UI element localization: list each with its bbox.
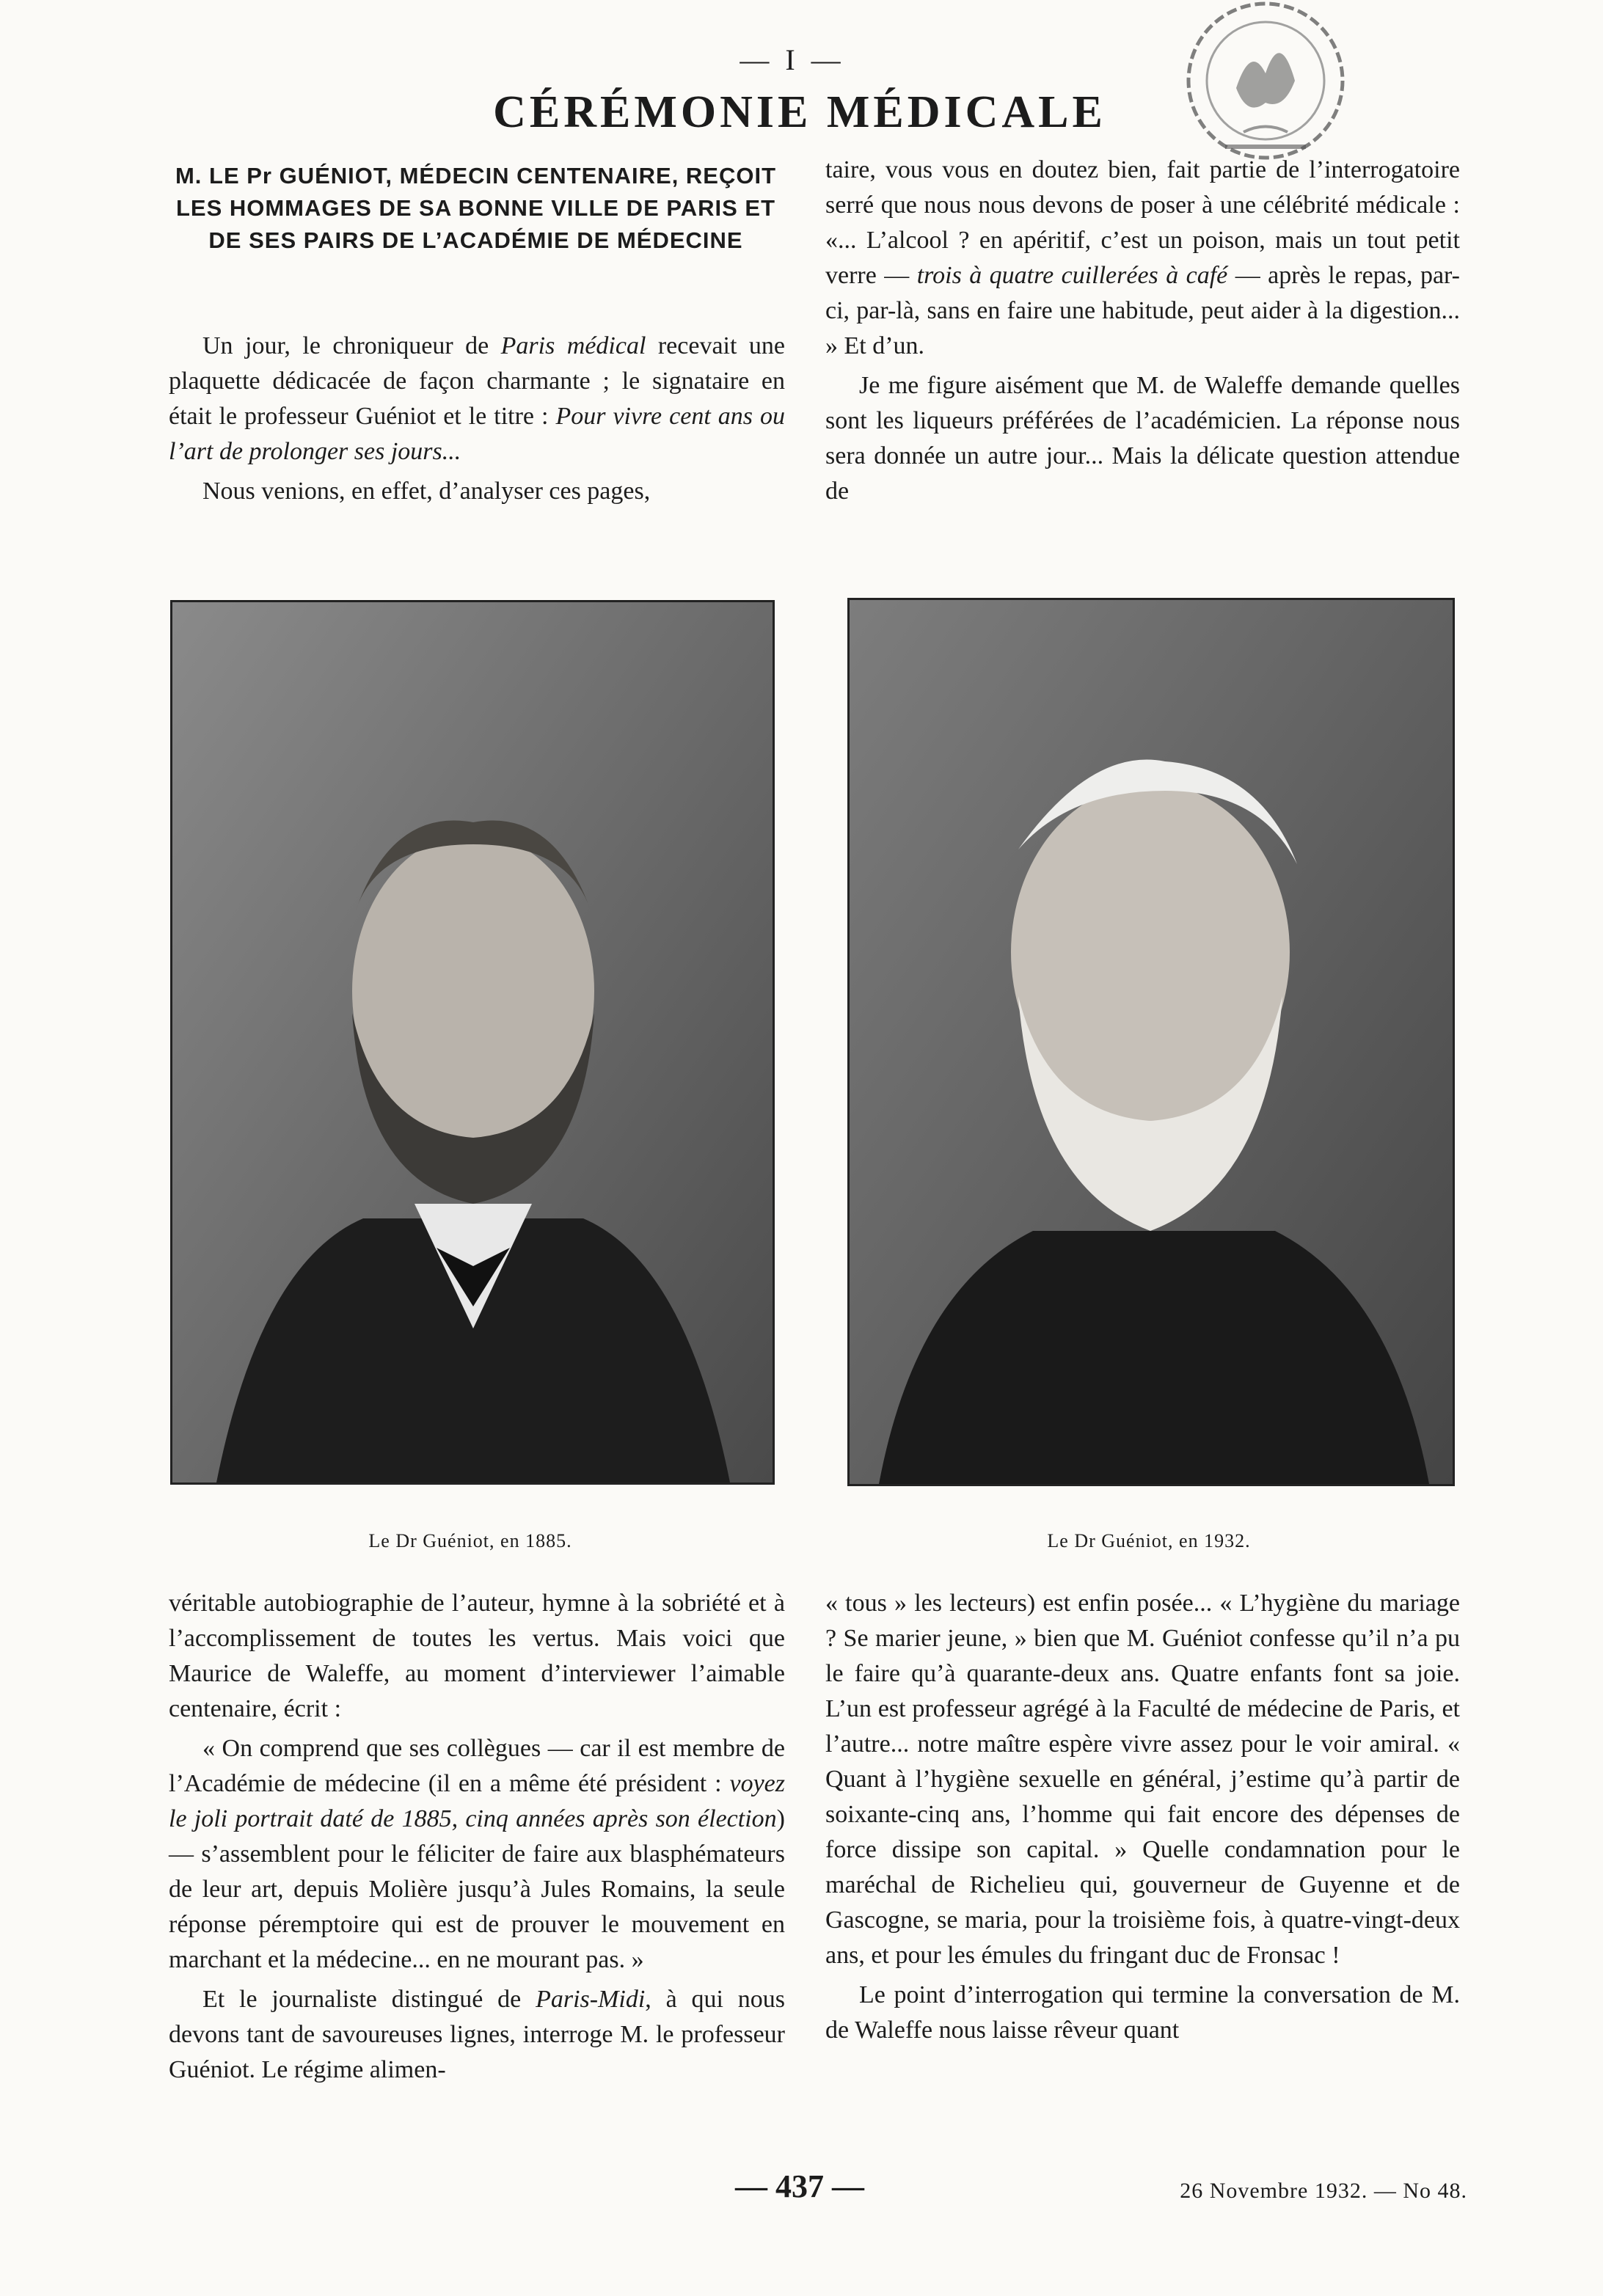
photo-caption-left: Le Dr Guéniot, en 1885. [368, 1530, 572, 1551]
portrait-image [850, 600, 1453, 1484]
paragraph: Le point d’interrogation qui termine la conversation de M. de Waleffe nous laisse rêveur quant [825, 1981, 1460, 2044]
italic-text: Pour vivre cent ans ou l’art de prolonger ses jours... [169, 403, 785, 465]
column-bottom-left [169, 1586, 785, 2092]
text-run: , à qui nous devons tant de savoureuses lignes, interroge M. le professeur Guéniot. Le régime alimen- [169, 1986, 785, 2083]
article-subtitle: M. LE Pr GUÉNIOT, MÉDECIN CENTENAIRE, REÇOIT LES HOMMAGES DE SA BONNE VILLE DE PARIS ET DE SES PAIRS DE L’ACADÉMIE DE MÉDECINE [175, 163, 777, 253]
italic-text: trois à quatre cuillerées à café [916, 262, 1228, 289]
page-number: — 437 — [735, 2168, 864, 2204]
photo-caption-right: Le Dr Guéniot, en 1932. [1047, 1530, 1251, 1551]
paragraph: Je me figure aisément que M. de Waleffe demande quelles sont les liqueurs préférées de l’académicien. La réponse nous sera donnée un autre jour... Mais la délicate question attendue de [825, 372, 1460, 505]
section-number: — I — [740, 43, 845, 76]
page-title: CÉRÉMONIE MÉDICALE [493, 87, 1106, 137]
text-run: recevait une plaquette dédicacée de façon charmante ; le signataire en était le professeur Guéniot et le titre : [169, 332, 785, 430]
issue-date: 26 Novembre 1932. — No 48. [1180, 2179, 1467, 2203]
italic-text: Paris-Midi [536, 1986, 646, 2013]
paragraph: véritable autobiographie de l’auteur, hymne à la sobriété et à l’accomplissement de toutes les vertus. Mais voici que Maurice de Waleffe, au moment d’interviewer l’aimable centenaire, écrit : [169, 1590, 785, 1722]
paragraph: « tous » les lecteurs) est enfin posée... « L’hygiène du mariage ? Se marier jeune, » bien que M. Guéniot confesse qu’il n’a pu le faire qu’à quarante-deux ans. Quatre enfants font sa joie. L’un est professeur agrégé à la Faculté de médecine de Paris, et l’autre... notre maître espère vivre assez pour le voir amiral. « Quant à l’hygiène sexuelle en général, j’estime qu’à partir de soixante-cinq ans, l’homme qui fait encore des dépenses de force dissipe son capital. » Quelle condamnation pour le maréchal de Richelieu qui, gouverneur de Guyenne et de Gascogne, se maria, pour la troisième fois, à quatre-vingt-deux ans, et pour les émules du fringant duc de Fronsac ! [825, 1590, 1460, 1969]
portrait-photo-1885 [170, 600, 775, 1485]
paragraph [825, 153, 1460, 364]
text-run: Et le journaliste distingué de [202, 1986, 536, 2013]
paragraph [169, 329, 785, 469]
column-bottom-right [825, 1586, 1460, 2052]
paragraph [169, 1731, 785, 1978]
italic-text: voyez le joli portrait daté de 1885, cinq années après son élection [169, 1770, 785, 1832]
paragraph [169, 1982, 785, 2088]
column-top-left [169, 329, 785, 513]
text-run: taire, vous vous en doutez bien, fait partie de l’interrogatoire serré que nous nous devons de poser à une célébrité médicale : «... L’alcool ? en apéritif, c’est un poison, mais un tout petit verre — [825, 156, 1460, 289]
text-run: « On comprend que ses collègues — car il est membre de l’Académie de médecine (il en a même été président : [169, 1735, 785, 1797]
text-run: ) — s’assemblent pour le féliciter de faire aux blasphémateurs de leur art, depuis Molière jusqu’à Jules Romains, la seule réponse péremptoire qui est de prouver le mouvement en marchant et la médecine... en ne mourant pas. » [169, 1805, 785, 1973]
text-run: — après le repas, par-ci, par-là, sans en faire une habitude, peut aider à la digestion... » Et d’un. [825, 262, 1460, 359]
column-top-right [825, 153, 1460, 513]
portrait-image [172, 602, 773, 1482]
text-run: Un jour, le chroniqueur de [202, 332, 501, 359]
portrait-photo-1932 [847, 598, 1455, 1486]
italic-text: Paris médical [500, 332, 646, 359]
paragraph: Nous venions, en effet, d’analyser ces pages, [202, 478, 651, 505]
